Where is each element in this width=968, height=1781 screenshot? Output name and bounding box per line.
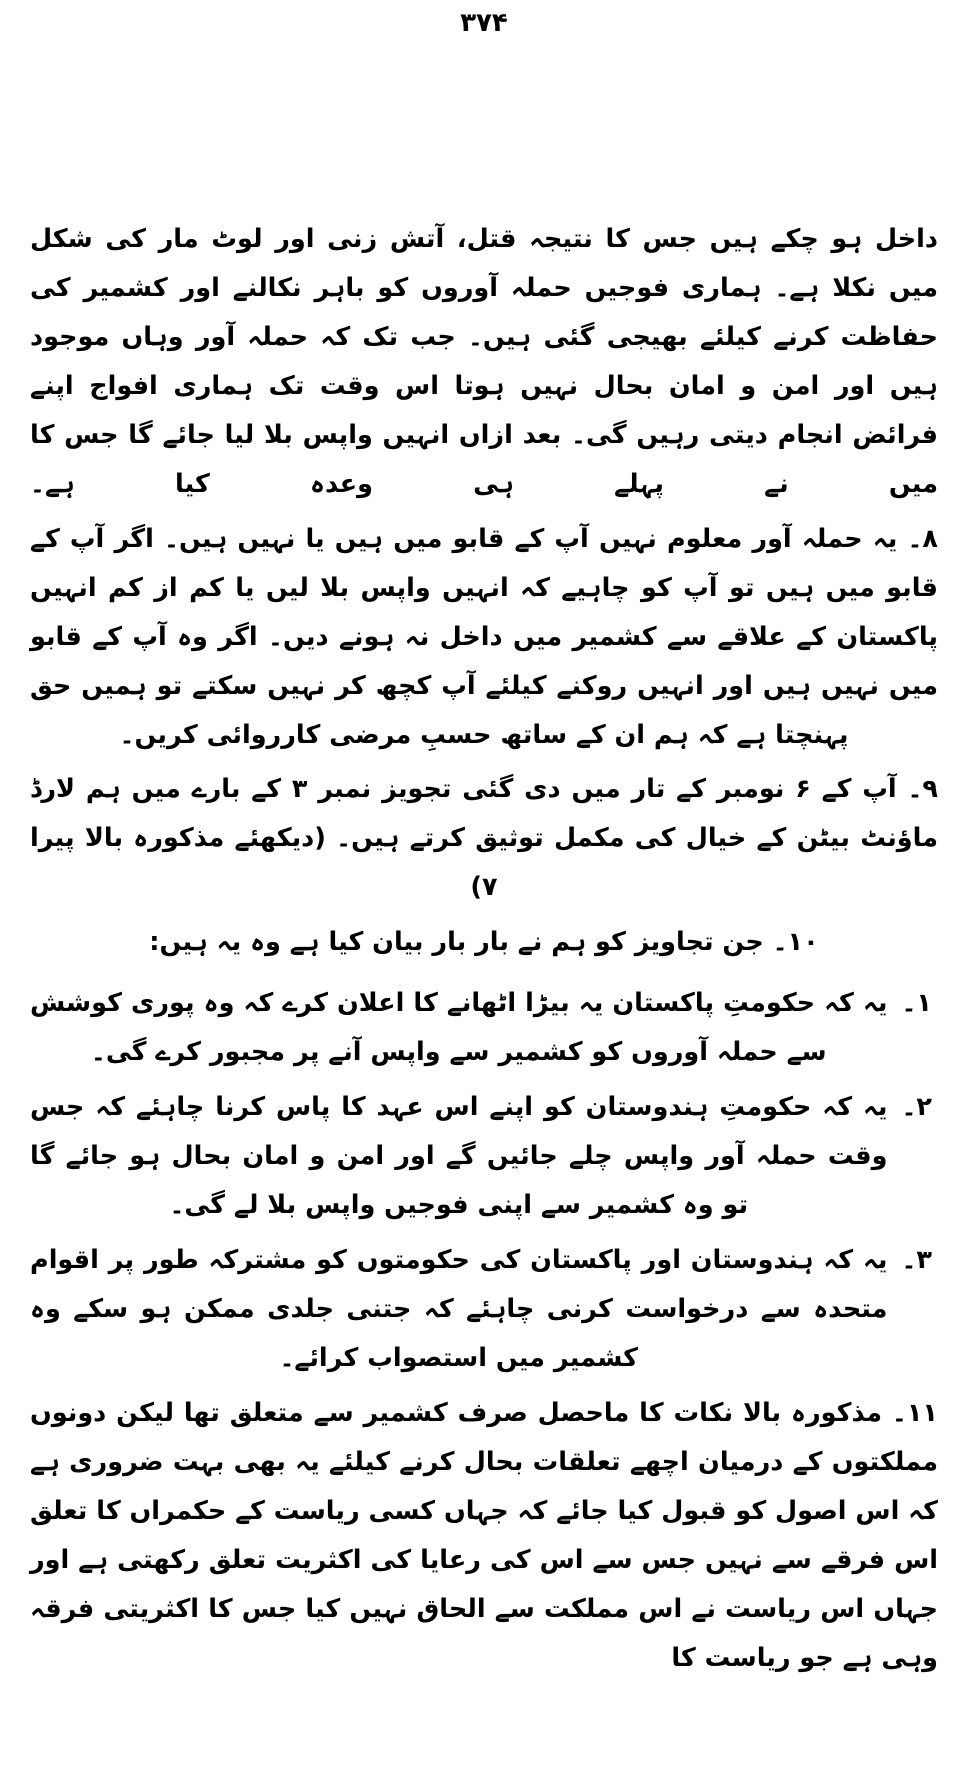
paragraph-8: ۸۔ یہ حملہ آور معلوم نہیں آپ کے قابو میں ہیں یا نہیں ہیں۔ اگر آپ کے قابو میں ہیں تو آپ کو چاہیے کہ انہیں واپس بلا لیں یا کم از کم انہیں پاکستان کے علاقے سے کشمیر میں داخل نہ ہونے دیں۔ اگر وہ آپ کے قابو میں نہیں ہیں اور انہیں روکنے کیلئے آپ کچھ کر نہیں سکتے تو ہمیں حق پہنچتا ہے کہ ہم ان کے ساتھ حسبِ مرضی کارروائی کریں۔ xyxy=(30,523,938,750)
list-item-marker: ۳۔ xyxy=(901,1245,932,1276)
document-body xyxy=(30,215,938,1685)
list-item xyxy=(30,979,938,1077)
page-number: ۳۷۴ xyxy=(460,8,508,38)
paragraph-10: ۱۰۔ جن تجاویز کو ہم نے بار بار بیان کیا ہے وہ یہ ہیں: xyxy=(149,927,819,958)
list-item xyxy=(30,1083,938,1230)
list-item-text: یہ کہ ہندوستان اور پاکستان کی حکومتوں کو مشترکہ طور پر اقوام متحدہ سے درخواست کرنی چاہئے کہ جتنی جلدی ممکن ہو سکے وہ کشمیر میں استصواب کرائے۔ xyxy=(30,1245,888,1373)
paragraph-11: ۱۱۔ مذکورہ بالا نکات کا ماحصل صرف کشمیر سے متعلق تھا لیکن دونوں مملکتوں کے درمیان اچھے تعلقات بحال کرنے کیلئے یہ بھی بہت ضروری ہے کہ اس اصول کو قبول کیا جائے کہ جہاں کسی ریاست کے حکمراں کا تعلق اس فرقے سے نہیں جس سے اس کی رعایا کی اکثریت تعلق رکھتی ہے اور جہاں اس ریاست نے اس مملکت سے الحاق نہیں کیا جس کا اکثریتی فرقہ وہی ہے جو ریاست کا xyxy=(30,1397,938,1673)
paragraph-9: ۹۔ آپ کے ۶ نومبر کے تار میں دی گئی تجویز نمبر ۳ کے بارے میں ہم لارڈ ماؤنٹ بیٹن کے خیال کی مکمل توثیق کرتے ہیں۔ (دیکھئے مذکورہ بالا پیرا ۷) xyxy=(30,774,938,903)
list-item-marker: ۱۔ xyxy=(901,988,932,1019)
list-item-text: یہ کہ حکومتِ پاکستان یہ بیڑا اٹھانے کا اعلان کرے کہ وہ پوری کوشش سے حملہ آوروں کو کشمیر سے واپس آنے پر مجبور کرے گی۔ xyxy=(30,988,888,1068)
spacer xyxy=(30,969,938,979)
list-item-text: یہ کہ حکومتِ ہندوستان کو اپنے اس عہد کا پاس کرنا چاہئے کہ جس وقت حملہ آور واپس چلے جائیں گے اور امن و امان بحال ہو جائے گا تو وہ کشمیر سے اپنی فوجیں واپس بلا لے گی۔ xyxy=(30,1092,888,1221)
list-item-marker: ۲۔ xyxy=(901,1092,932,1123)
paragraph-continued: داخل ہو چکے ہیں جس کا نتیجہ قتل، آتش زنی اور لوٹ مار کی شکل میں نکلا ہے۔ ہماری فوجیں حملہ آوروں کو باہر نکالنے اور کشمیر کی حفاظت کرنے کیلئے بھیجی گئی ہیں۔ جب تک کہ حملہ آور وہاں موجود ہیں اور امن و امان بحال نہیں ہوتا اس وقت تک ہماری افواج اپنے فرائض انجام دیتی رہیں گی۔ بعد ازاں انہیں واپس بلا لیا جائے گا جس کا میں نے پہلے ہی وعدہ کیا ہے۔ xyxy=(30,224,938,499)
list-item xyxy=(30,1236,938,1383)
